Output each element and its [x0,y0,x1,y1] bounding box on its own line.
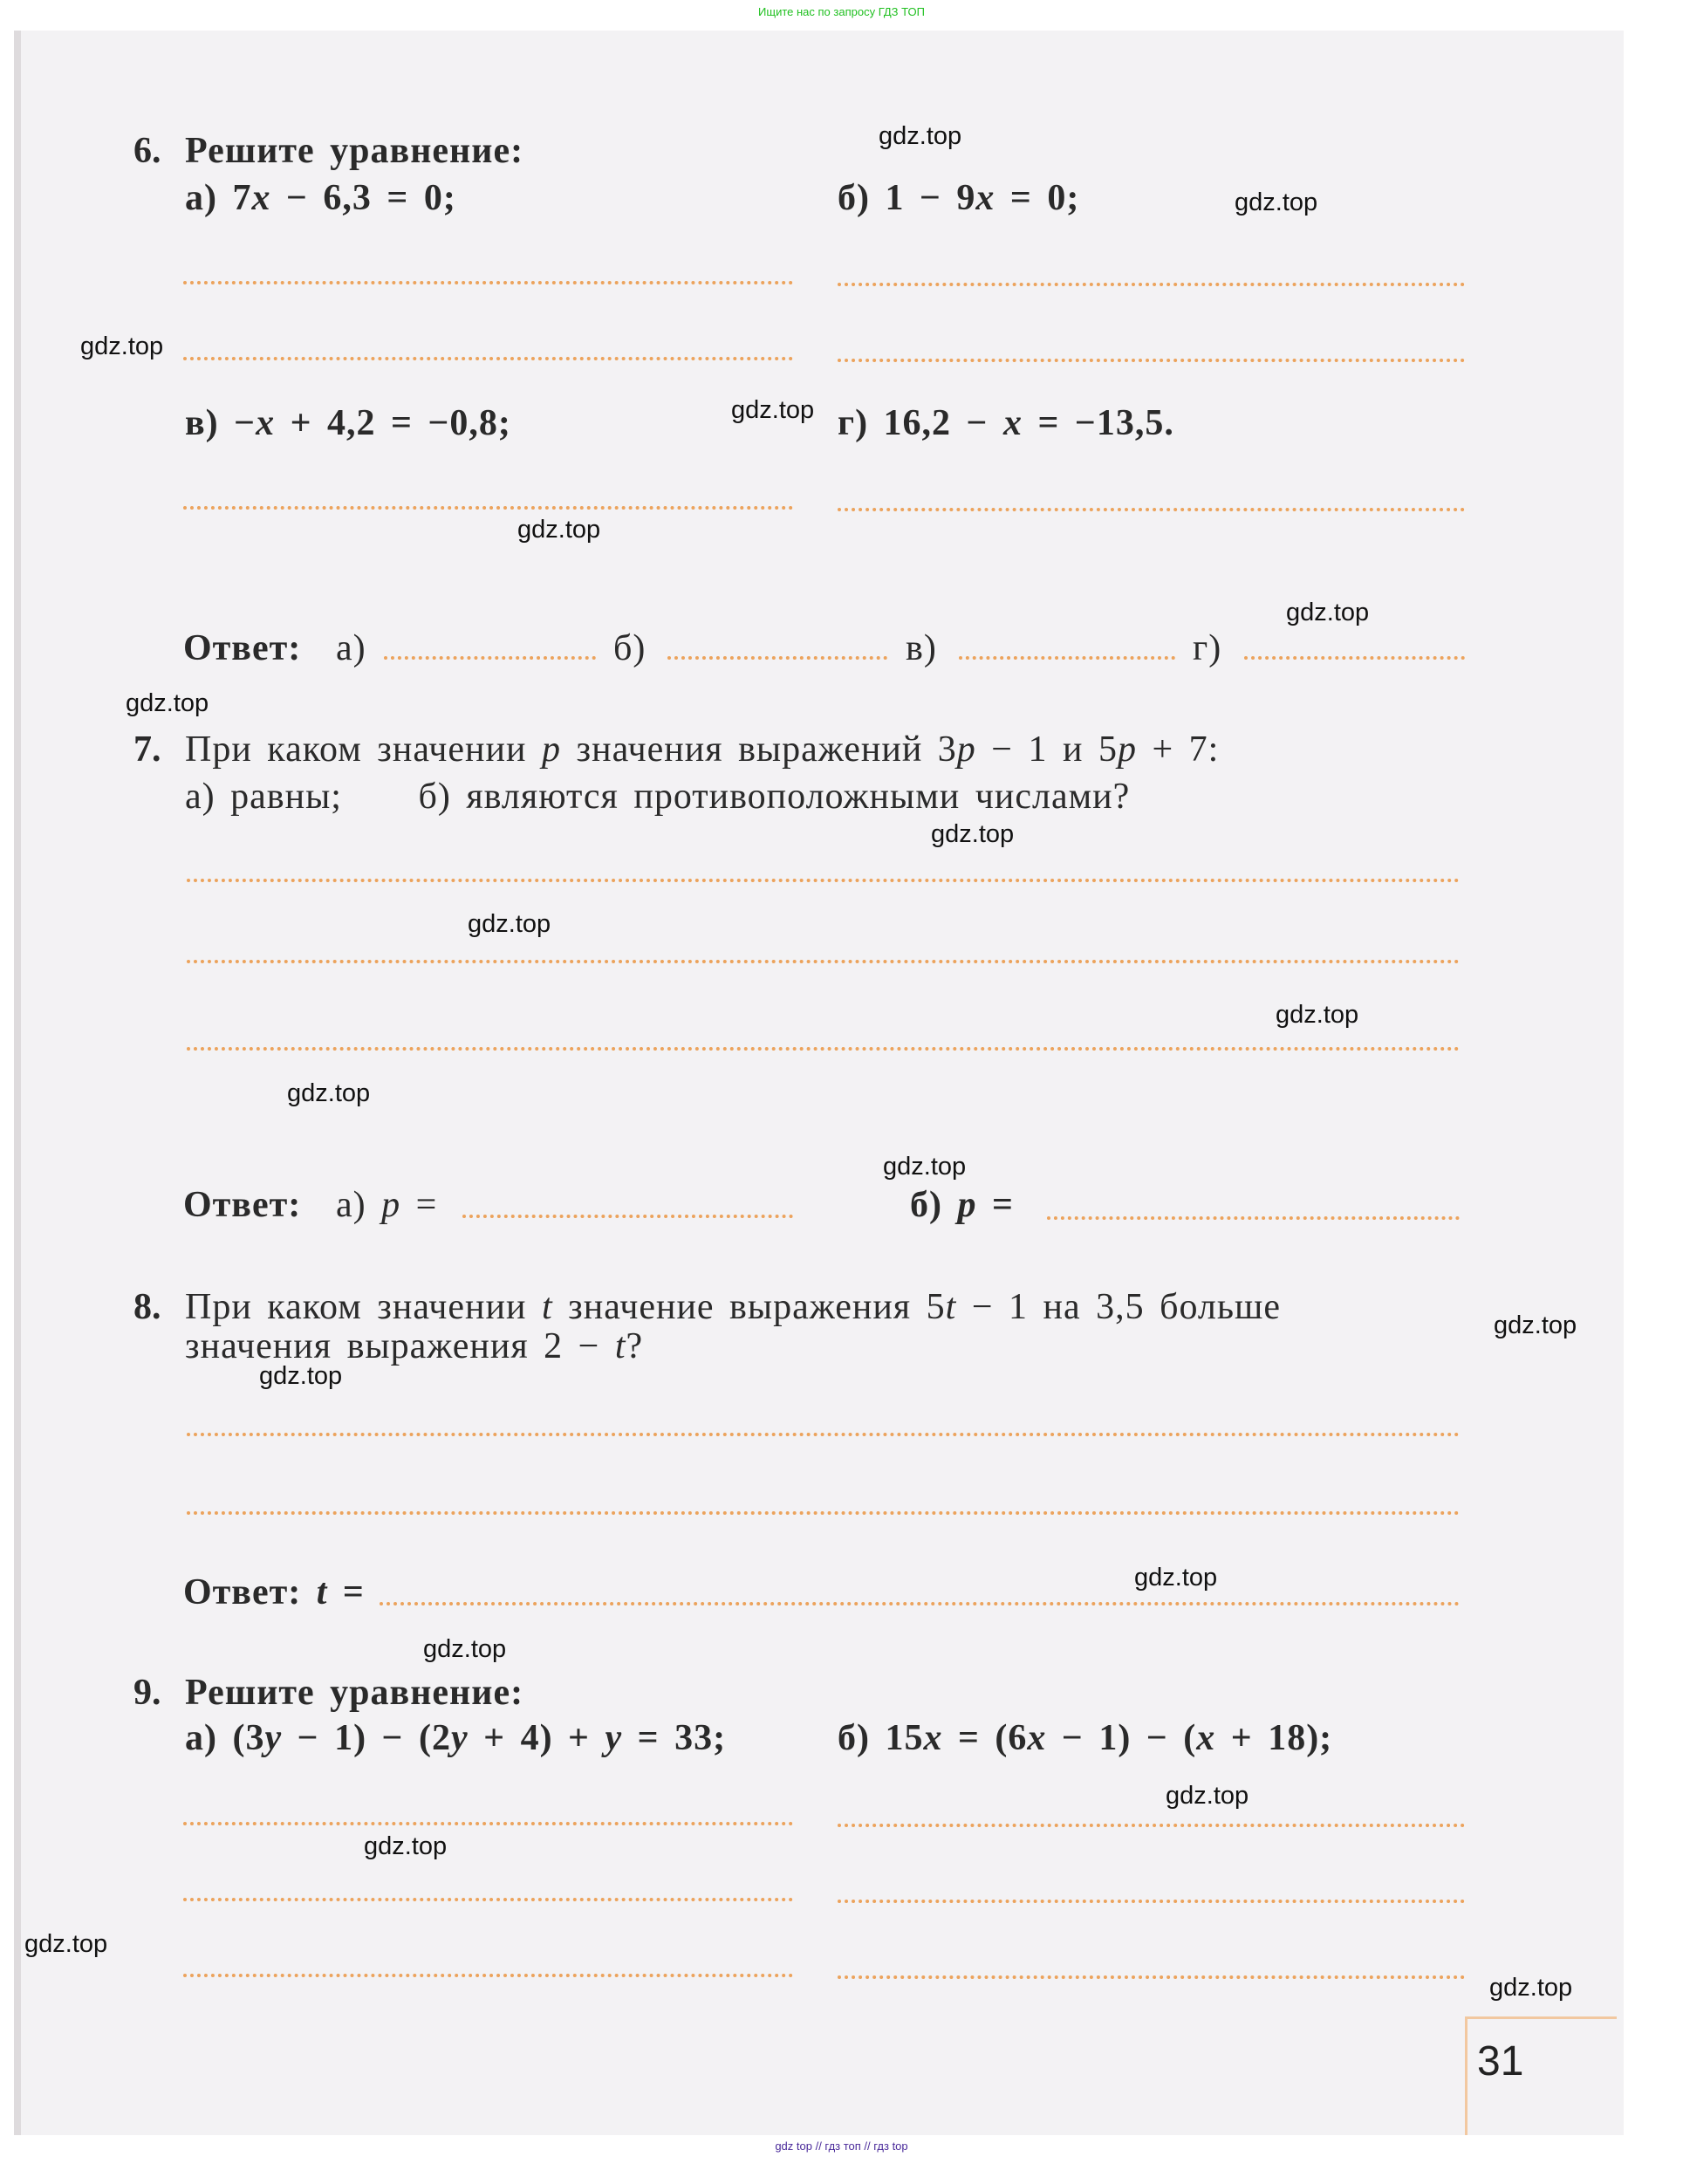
watermark: gdz.top [1494,1311,1577,1339]
answer-line[interactable] [187,1433,1460,1436]
answer-b-field[interactable] [667,656,887,660]
answer-line[interactable] [838,1975,1465,1979]
watermark: gdz.top [80,332,164,360]
answer-b-label: б) p = [910,1185,1014,1225]
watermark: gdz.top [1286,599,1370,626]
answer-field[interactable] [380,1602,1460,1605]
task-9-number: 9. [133,1673,161,1713]
answer-line[interactable] [187,1511,1460,1515]
task-8-line1: При каком значении t значение выражения 5t − 1 на 3,5 больше [185,1287,1282,1327]
watermark: gdz.top [423,1635,507,1663]
watermark: gdz.top [1489,1974,1573,2002]
search-banner[interactable]: Ищите нас по запросу ГДЗ ТОП [758,5,925,18]
watermark: gdz.top [259,1362,343,1390]
answer-line[interactable] [838,359,1465,362]
watermark: gdz.top [1134,1564,1218,1592]
task-8-number: 8. [133,1287,161,1327]
watermark: gdz.top [287,1079,371,1107]
answer-d-label: г) [1193,628,1222,668]
workbook-page [14,31,1624,2135]
watermark: gdz.top [468,910,551,938]
watermark: gdz.top [24,1930,108,1958]
watermark: gdz.top [126,689,209,717]
task-7-line2: а) равны; б) являются противоположными числами? [185,777,1131,817]
watermark: gdz.top [364,1832,448,1860]
watermark: gdz.top [1166,1782,1249,1810]
task-6b: б) 1 − 9x = 0; [838,178,1080,218]
watermark: gdz.top [931,820,1015,848]
task-9b: б) 15x = (6x − 1) − (x + 18); [838,1718,1333,1758]
answer-line[interactable] [183,1974,793,1977]
answer-a-label: а) [336,628,366,668]
answer-label: Ответ: t = [183,1572,365,1612]
task-7-number: 7. [133,729,161,770]
task-7-line1: При каком значении p значения выражений 3p − 1 и 5p + 7: [185,729,1220,770]
footer-links[interactable]: gdz top // гдз топ // гдз top [775,2139,908,2153]
answer-c-label: в) [906,628,937,668]
answer-c-field[interactable] [959,656,1175,660]
watermark: gdz.top [517,516,601,544]
task-6-number: 6. [133,131,161,171]
answer-line[interactable] [838,1824,1465,1827]
answer-a-field[interactable] [384,656,596,660]
task-8-line2: значения выражения 2 − t? [185,1326,644,1366]
task-9a: а) (3y − 1) − (2y + 4) + y = 33; [185,1718,727,1758]
watermark: gdz.top [883,1153,967,1181]
answer-line[interactable] [187,960,1460,963]
task-6-title: Решите уравнение: [185,131,524,171]
answer-line[interactable] [838,1900,1465,1903]
page-number: 31 [1477,2038,1524,2085]
answer-label: Ответ: [183,628,302,668]
task-6c: в) −x + 4,2 = −0,8; [185,403,511,443]
answer-label: Ответ: [183,1185,302,1225]
answer-line[interactable] [187,1047,1460,1051]
answer-line[interactable] [838,508,1465,511]
answer-d-field[interactable] [1244,656,1465,660]
answer-line[interactable] [183,357,793,360]
task-6d: г) 16,2 − x = −13,5. [838,403,1174,443]
answer-b-label: б) [613,628,647,668]
answer-a-field[interactable] [462,1215,793,1218]
answer-a-label: а) p = [336,1185,438,1225]
answer-line[interactable] [183,1822,793,1825]
answer-line[interactable] [187,879,1460,882]
watermark: gdz.top [879,122,962,150]
answer-b-field[interactable] [1047,1216,1460,1220]
answer-line[interactable] [183,281,793,284]
task-9-title: Решите уравнение: [185,1673,524,1713]
watermark: gdz.top [1235,188,1318,216]
watermark: gdz.top [1276,1001,1359,1029]
watermark: gdz.top [731,396,815,424]
answer-line[interactable] [183,506,793,510]
answer-line[interactable] [183,1898,793,1901]
answer-line[interactable] [838,283,1465,286]
task-6a: а) 7x − 6,3 = 0; [185,178,456,218]
